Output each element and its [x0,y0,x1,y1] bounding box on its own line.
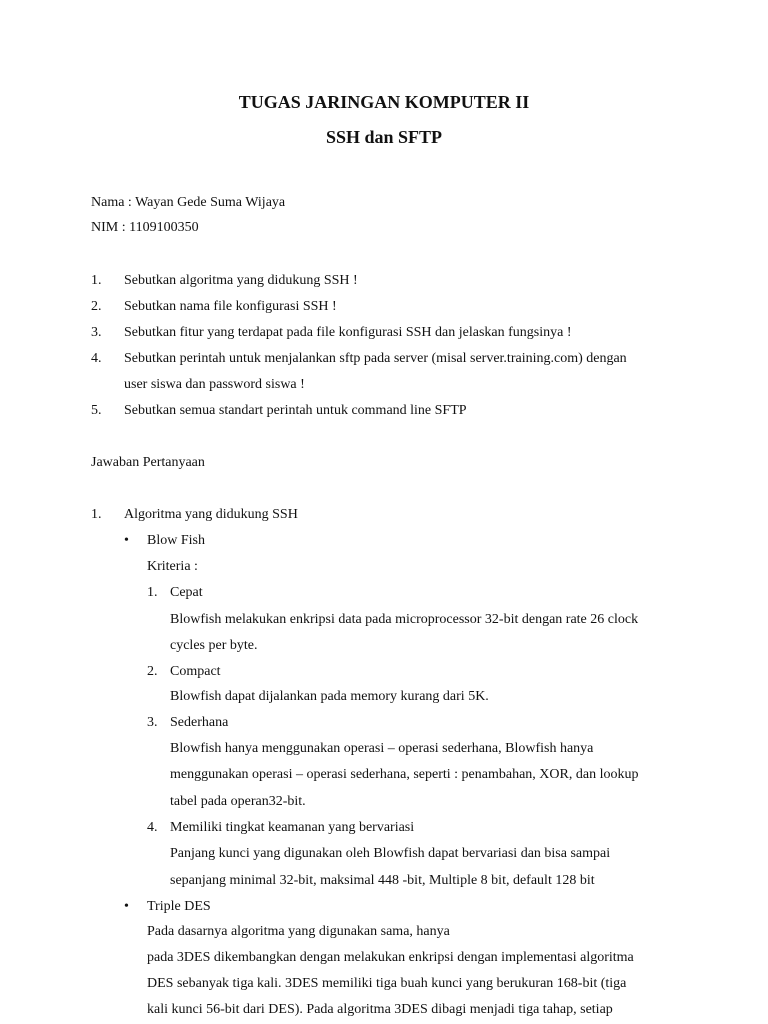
question-text: Sebutkan perintah untuk menjalankan sftp pada server (misal server.training.com) dengan [124,351,627,366]
question-number: 1. [91,273,102,288]
criterion-title: Memiliki tingkat keamanan yang bervariasi [170,820,415,835]
question-number: 5. [91,403,102,418]
criterion-description: sepanjang minimal 32-bit, maksimal 448 -bit, Multiple 8 bit, default 128 bit [170,873,595,888]
algorithm-name: Triple DES [147,899,211,914]
algorithm-name: Blow Fish [147,533,205,548]
document-title: TUGAS JARINGAN KOMPUTER II [238,92,530,112]
criterion-number: 3. [147,715,158,730]
bullet-icon: • [124,533,129,548]
question-text: Sebutkan nama file konfigurasi SSH ! [124,299,337,314]
answer-title: Algoritma yang didukung SSH [124,507,298,522]
criterion-number: 4. [147,820,158,835]
algorithm-description: pada 3DES dikembangkan dengan melakukan enkripsi dengan implementasi algoritma [147,950,634,965]
criterion-description: Panjang kunci yang digunakan oleh Blowfish dapat bervariasi dan bisa sampai [170,846,611,861]
algorithm-description: Pada dasarnya algoritma yang digunakan sama, hanya [147,924,450,939]
criterion-number: 2. [147,664,158,679]
question-number: 4. [91,351,102,366]
criterion-description: Blowfish hanya menggunakan operasi – operasi sederhana, Blowfish hanya [170,741,594,756]
bullet-icon: • [124,899,129,914]
question-text-continuation: user siswa dan password siswa ! [124,377,305,392]
question-number: 3. [91,325,102,340]
criterion-description: tabel pada operan32-bit. [170,794,306,809]
algorithm-description: DES sebanyak tiga kali. 3DES memiliki tiga buah kunci yang berukuran 168-bit (tiga [147,976,627,991]
question-text: Sebutkan semua standart perintah untuk command line SFTP [124,403,467,418]
question-text: Sebutkan fitur yang terdapat pada file konfigurasi SSH dan jelaskan fungsinya ! [124,325,572,340]
criterion-number: 1. [147,585,158,600]
criterion-description: menggunakan operasi – operasi sederhana, seperti : penambahan, XOR, dan lookup [170,767,639,782]
algorithm-description: kali kunci 56-bit dari DES). Pada algoritma 3DES dibagi menjadi tiga tahap, setiap [147,1002,613,1017]
criterion-description: Blowfish dapat dijalankan pada memory kurang dari 5K. [170,689,489,704]
criterion-title: Sederhana [170,715,229,730]
answer-number: 1. [91,507,102,522]
document-subtitle: SSH dan SFTP [325,127,443,147]
student-nim: NIM : 1109100350 [91,220,199,235]
answers-heading: Jawaban Pertanyaan [91,455,205,470]
criterion-title: Cepat [170,585,203,600]
student-name: Nama : Wayan Gede Suma Wijaya [91,195,286,210]
criterion-description: cycles per byte. [170,638,258,653]
question-text: Sebutkan algoritma yang didukung SSH ! [124,273,358,288]
criteria-label: Kriteria : [147,559,198,574]
criterion-title: Compact [170,664,221,679]
question-number: 2. [91,299,102,314]
criterion-description: Blowfish melakukan enkripsi data pada microprocessor 32-bit dengan rate 26 clock [170,612,639,627]
